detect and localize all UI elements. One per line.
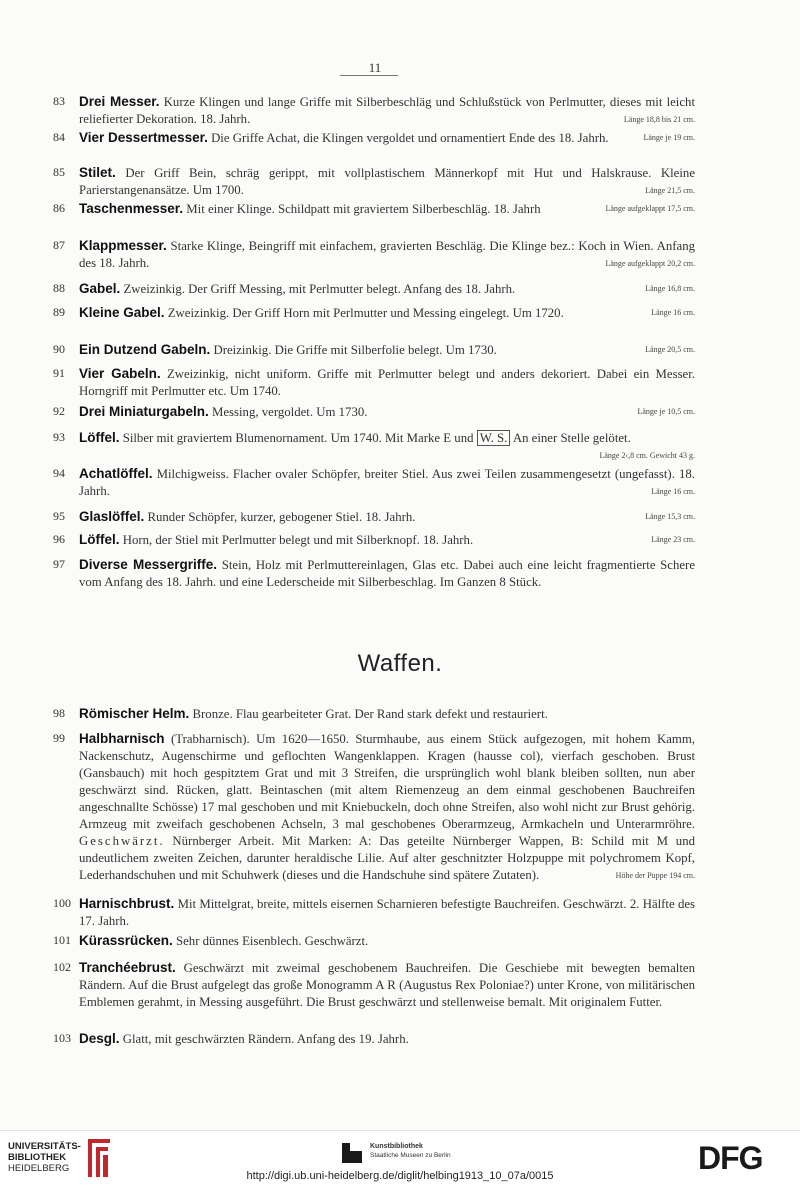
entry-number: 92 xyxy=(53,404,65,418)
entry-body xyxy=(79,341,695,359)
entry-text: Die Griffe Achat, die Klingen vergoldet und ornamentiert Ende des 18. Jahrh. xyxy=(211,131,609,145)
page-number: 11 xyxy=(368,60,382,75)
entry-text: Mit einer Klinge. Schildpatt mit graviertem Silberbeschläg. 18. Jahrh xyxy=(186,202,541,216)
page-number-rule xyxy=(340,75,398,76)
kunstbibliothek-line1: Kunstbibliothek xyxy=(370,1143,423,1150)
entry-text: Bronze. Flau gearbeiteter Grat. Der Rand stark defekt und restauriert. xyxy=(192,707,548,721)
entry-number: 87 xyxy=(53,238,65,252)
entry-body xyxy=(79,1030,695,1048)
entry-text: (Trabharnisch). Um 1620—1650. Sturmhaube, aus einem Stück aufgezogen, mit hohem Kamm, Nackenschutz, Augenschirme und geflochten Wangenklappen. Kragen (hausse col), vierfach geschoben. Brust (Gansbauch) mit hoch gespitztem Grat und mit 3 Streifen, die ursprünglich wohl blank bleiben sollten, nun aber geschwärzt sind. Rücken, glatt. Beintaschen (mit altem Riemenzeug an dem einmal geschobenen Bauchreifen angeschnallte Schösse) 17 mal geschoben und mit Kniebuckeln, doch ohne Streifen, also wohl nicht zur Brust gehörig. Armzeug mit zweifach geschobenen Achseln, 3 mal geschobenes Oberarmzeug, Armkacheln und Unterarmröhre. xyxy=(79,732,696,831)
entry-title: Kürassrücken. xyxy=(79,933,173,948)
entry-title: Taschenmesser. xyxy=(79,201,184,216)
ub-logo-line2: BIBLIOTHEK xyxy=(8,1152,67,1163)
entry-text: Mit Mittelgrat, breite, mittels eisernen Scharnieren befestigte Bauchreifen. Geschwärzt. 2. Hälfte des 17. Jahrh. xyxy=(79,897,695,928)
dfg-logo-text: DFG xyxy=(698,1141,763,1173)
entry-number: 90 xyxy=(53,342,65,356)
entry-number: 83 xyxy=(53,94,65,108)
entry-measurement: Länge 18,8 bis 21 cm. xyxy=(623,115,695,124)
entry-text: Zweizinkig. Der Griff Horn mit Perlmutter und Messing eingelegt. Um 1720. xyxy=(167,306,564,320)
entry-text: Zweizinkig. Der Griff Messing, mit Perlmutter belegt. Anfang des 18. Jahrh. xyxy=(123,282,516,296)
entry-body xyxy=(79,164,695,199)
entry-title: Drei Messer. xyxy=(79,94,160,109)
entry-title: Diverse Messergriffe. xyxy=(79,557,218,572)
entry-measurement: Länge 16 cm. xyxy=(651,308,695,317)
entry-number: 89 xyxy=(53,305,65,319)
entry-text: Glatt, mit geschwärzten Rändern. Anfang des 19. Jahrh. xyxy=(122,1032,409,1046)
entry-text: Silber mit graviertem Blumenornament. Um 1740. Mit Marke E und xyxy=(122,431,474,445)
entry-body xyxy=(79,465,695,500)
entry-measurement: Länge 15,3 cm. xyxy=(645,512,695,521)
entry-measurement: Länge je 19 cm. xyxy=(643,133,695,142)
entry-number: 96 xyxy=(53,532,65,546)
ub-logo-line3: HEIDELBERG xyxy=(8,1163,70,1174)
dfg-logo[interactable] xyxy=(698,1141,788,1173)
entry-title: Glaslöffel. xyxy=(79,509,145,524)
entry-title: Kleine Gabel. xyxy=(79,305,165,320)
entry-measurement: Länge aufgeklappt 20,2 cm. xyxy=(605,259,695,268)
entry-text: Starke Klinge, Beingriff mit einfachem, gravierten Beschläg. Die Klinge bez.: Koch in Wien. Anfang des 18. Jahrh. xyxy=(79,239,696,270)
entry-number: 98 xyxy=(53,706,65,720)
entry-body xyxy=(79,556,695,591)
entry-body xyxy=(79,932,695,950)
entry-number: 93 xyxy=(53,430,65,444)
entry-body xyxy=(79,705,695,723)
entry-text-continued: Nürnberger Arbeit. Mit Marken: A: Das geteilte Nürnberger Wappen, B: Schild mit M und undeutlichem zweiten Zeichen, darunter heraldische Lilie. Auf alter geschnitzter Holzpuppe mit polychromem Kopf, Lederhandschuhen und mit Schuhwerk (dieses und die Handschuhe sind spätere Zutaten). xyxy=(79,834,696,882)
entry-body xyxy=(79,531,695,549)
kunstbibliothek-logo[interactable] xyxy=(340,1141,500,1167)
entry-title: Halbharnisch xyxy=(79,731,165,746)
entry-number: 95 xyxy=(53,509,65,523)
entry-title: Stilet. xyxy=(79,165,116,180)
entry-body xyxy=(79,508,695,526)
entry-body xyxy=(79,93,695,128)
entry-measurement: Länge 20,5 cm. xyxy=(645,345,695,354)
entry-measurement: Länge aufgeklappt 17,5 cm. xyxy=(605,204,695,213)
entry-body xyxy=(79,280,695,298)
entry-body xyxy=(79,237,695,272)
entry-spaced-text: Geschwärzt. xyxy=(79,834,165,848)
entry-title: Gabel. xyxy=(79,281,121,296)
entry-measurement: Länge 21,5 cm. xyxy=(645,186,695,195)
entry-text: Runder Schöpfer, kurzer, gebogener Stiel. 18. Jahrh. xyxy=(147,510,416,524)
entry-title: Drei Miniaturgabeln. xyxy=(79,404,209,419)
kunstbibliothek-text xyxy=(370,1142,451,1160)
source-url[interactable]: http://digi.ub.uni-heidelberg.de/diglit/helbing1913_10_07a/0015 xyxy=(246,1170,554,1182)
entry-title: Achatlöffel. xyxy=(79,466,153,481)
entry-body xyxy=(79,895,695,930)
entry-title: Desgl. xyxy=(79,1031,120,1046)
entry-text: Milchigweiss. Flacher ovaler Schöpfer, breiter Stiel. Aus zwei Teilen zusammengesetzt (ungefasst). 18. Jahrh. xyxy=(79,467,695,498)
entry-number: 103 xyxy=(53,1031,71,1045)
entry-measurement: Länge je 10,5 cm. xyxy=(637,407,695,416)
entry-body xyxy=(79,959,695,1011)
entry-text: Geschwärzt mit zweimal geschobenem Bauchreifen. Die Geschiebe mit bewegten bemalten Rändern. Auf die Brust aufgelegt das große Monogramm A R (Augustus Rex Poloniae?) unter Krone, von militärischen Emblemen gerahmt, in Messing ausgeführt. Die Brust geschwärzt und stellenweise bemalt. Mit originalem Futter. xyxy=(79,961,695,1009)
entry-number: 102 xyxy=(53,960,71,974)
entry-body xyxy=(79,200,695,218)
entry-measurement: Länge 2‹,8 cm. Gewicht 43 g. xyxy=(599,451,695,460)
entry-body xyxy=(79,403,695,421)
entry-number: 101 xyxy=(53,933,71,947)
entry-text: Der Griff Bein, schräg gerippt, mit vollplastischem Männerkopf mit Hut und Halskrause. Kleine Parierstangenansätze. Um 1700. xyxy=(79,166,695,197)
entry-number: 97 xyxy=(53,557,65,571)
entry-number: 91 xyxy=(53,366,65,380)
entry-title: Löffel. xyxy=(79,532,120,547)
kunstbibliothek-icon xyxy=(340,1141,364,1165)
entry-measurement: Länge 23 cm. xyxy=(651,535,695,544)
entry-title: Römischer Helm. xyxy=(79,706,190,721)
entry-title: Harnischbrust. xyxy=(79,896,175,911)
entry-number: 88 xyxy=(53,281,65,295)
entry-number: 84 xyxy=(53,130,65,144)
entry-number: 94 xyxy=(53,466,65,480)
entry-title: Ein Dutzend Gabeln. xyxy=(79,342,211,357)
entry-body xyxy=(79,304,695,322)
entry-text: Dreizinkig. Die Griffe mit Silberfolie belegt. Um 1730. xyxy=(213,343,497,357)
entry-text: Zweizinkig, nicht uniform. Griffe mit Perlmutter belegt und anders dekoriert. Dabei ein Messer. Horngriff mit Perlmutter etc. Um 1740. xyxy=(79,367,695,398)
entry-body xyxy=(79,365,695,400)
entry-title: Vier Dessertmesser. xyxy=(79,130,208,145)
section-heading: Waffen. xyxy=(357,650,443,677)
entry-body xyxy=(79,429,695,464)
entry-text: Horn, der Stiel mit Perlmutter belegt und mit Silberknopf. 18. Jahrh. xyxy=(122,533,474,547)
entry-title: Klappmesser. xyxy=(79,238,167,253)
entry-title: Vier Gabeln. xyxy=(79,366,161,381)
entry-title: Tranchéebrust. xyxy=(79,960,176,975)
entry-body xyxy=(79,129,695,147)
entry-title: Löffel. xyxy=(79,430,120,445)
hallmark-box: W. S. xyxy=(477,430,511,446)
entry-number: 86 xyxy=(53,201,65,215)
entry-measurement: Höhe der Puppe 194 cm. xyxy=(615,871,695,880)
ub-logo-line1: UNIVERSITÄTS- xyxy=(8,1141,81,1152)
entry-text: Sehr dünnes Eisenblech. Geschwärzt. xyxy=(176,934,369,948)
entry-text: Stein, Holz mit Perlmuttereinlagen, Glas etc. Dabei auch eine leicht fragmentierte Schere vom Anfang des 18. Jahrh. und eine Lederscheide mit Silberbeschlag. Im Ganzen 8 Stück. xyxy=(79,558,695,589)
entry-measurement: Länge 16,8 cm. xyxy=(645,284,695,293)
entry-number: 99 xyxy=(53,731,65,745)
entry-text: Messing, vergoldet. Um 1730. xyxy=(211,405,368,419)
entry-body xyxy=(79,730,695,884)
entry-number: 100 xyxy=(53,896,71,910)
entry-text: Kurze Klingen und lange Griffe mit Silberbeschläg und Schlußstück von Perlmutter, dieses mit leicht reliefierter Dekoration. 18. Jahrh. xyxy=(79,95,695,126)
entry-number: 85 xyxy=(53,165,65,179)
entry-measurement: Länge 16 cm. xyxy=(651,487,695,496)
entry-text-continued: An einer Stelle gelötet. xyxy=(512,431,631,445)
kunstbibliothek-line2: Staatliche Museen zu Berlin xyxy=(370,1152,451,1159)
